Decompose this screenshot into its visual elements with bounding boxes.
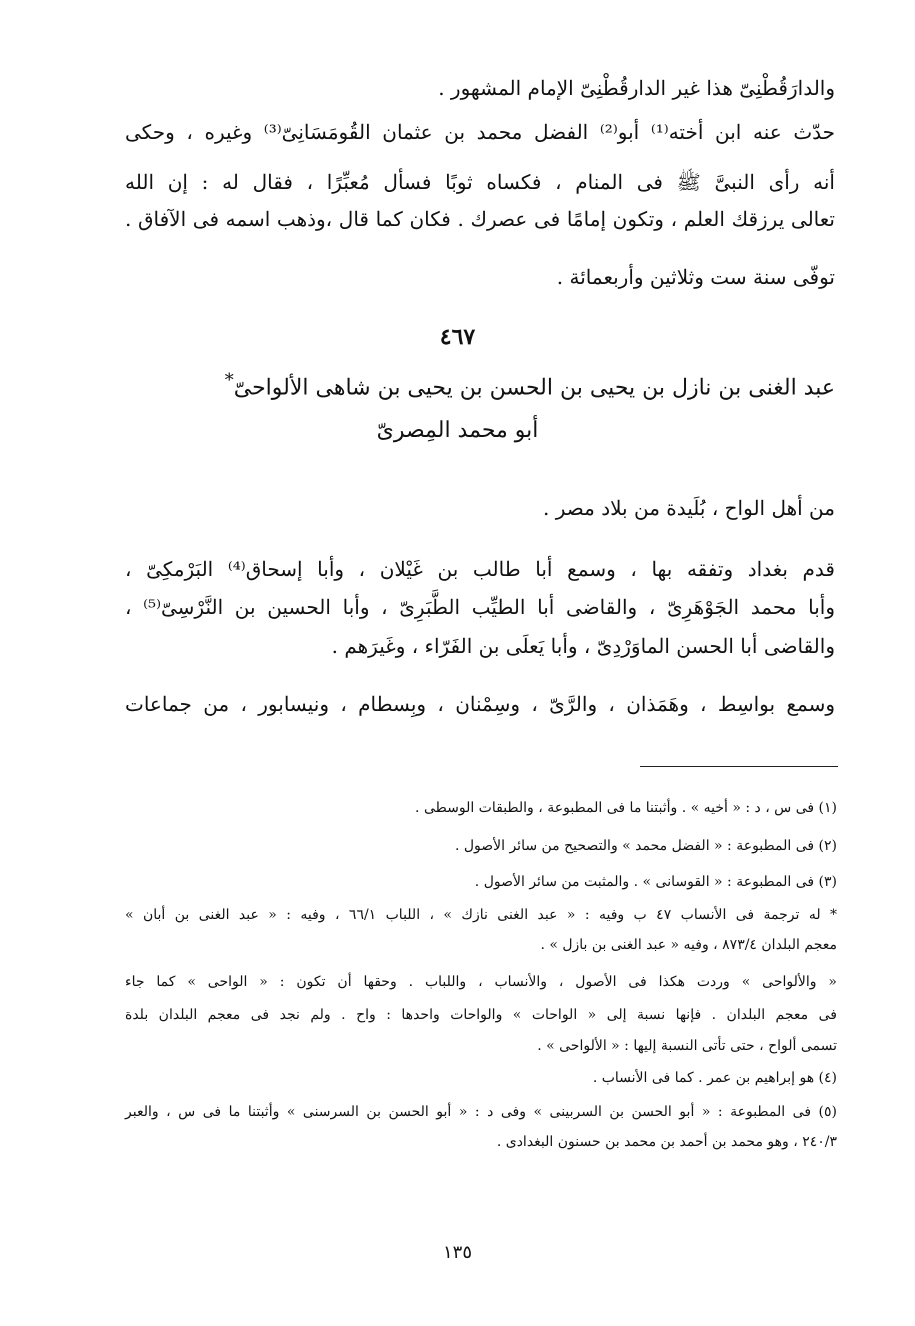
footnote: معجم البلدان ٨٧٣/٤ ، وفيه « عبد الغنى بن بازل » . [540,937,837,953]
page-number: ١٣٥ [442,1242,472,1263]
entry-line: من أهل الواح ، بُلَيدة من بلاد مصر . [543,496,835,520]
footnote: * له ترجمة فى الأنساب ٤٧ ب وفيه : « عبد الغنى نازك » ، اللباب ٦٦/١ ، وفيه : « عبد الغنى بن أبان » [125,907,838,923]
footnote: تسمى ألواح ، حتى تأتى النسبة إليها : « الألواحى » . [537,1038,837,1054]
entry-line: قدم بغداد وتفقه بها ، وسمع أبا طالب بن غَيْلان ، وأبا إسحاق⁽⁴⁾ البَرْمكِىّ ، [125,557,835,581]
footnote: فى معجم البلدان . فإنها نسبة إلى « الواحات » والواحات واحدها : واح . ولم نجد فى معجم البلدان بلدة [125,1007,837,1023]
footnote: (٥) فى المطبوعة : « أبو الحسن بن السربينى » وفى د : « أبو الحسن بن السرسنى » وأثبتنا ما فى س ، والعبر [125,1104,837,1120]
entry-kunya: أبو محمد المِصرىّ [376,418,539,443]
body-line: والدارَقُطْنِىّ هذا غير الدارقُطْنِىّ الإمام المشهور . [438,76,835,100]
footnote-separator [640,766,838,767]
body-line: تعالى يرزقك العلم ، وتكون إمامًا فى عصرك . فكان كما قال ،وذهب اسمه فى الآفاق . [125,207,835,231]
entry-name: عبد الغنى بن نازل بن يحيى بن الحسن بن يحيى بن شاهى الألواحىّ [233,375,835,401]
footnote: ٢٤٠/٣ ، وهو محمد بن أحمد بن محمد بن حسنون البغدادى . [496,1134,837,1150]
entry-line: والقاضى أبا الحسن الماوَرْدِىّ ، وأبا يَعلَى بن الفَرّاء ، وغَيرَهم . [331,634,835,658]
body-line: توفّى سنة ست وثلاثين وأربعمائة . [556,265,835,289]
footnote: (٤) هو إبراهيم بن عمر . كما فى الأنساب . [592,1070,837,1086]
entry-number: ٤٦٧ [439,324,476,350]
entry-line: وأبا محمد الجَوْهَرِىّ ، والقاضى أبا الطيِّب الطَّبَرِىّ ، وأبا الحسين بن النَّرْسِىّ⁽⁵⁾ ، [125,595,835,619]
footnote: (٣) فى المطبوعة : « القوسانى » . والمثبت من سائر الأصول . [474,874,837,890]
footnote: « والألواحى » وردت هكذا فى الأصول ، والأنساب ، واللباب . وحقها أن تكون : « الواحى » كما جاء [125,974,837,990]
footnote: (١) فى س ، د : « أخيه » . وأثبتنا ما فى المطبوعة ، والطبقات الوسطى . [415,800,837,816]
footnote: (٢) فى المطبوعة : « الفضل محمد » والتصحيح من سائر الأصول . [454,838,837,854]
body-line: أنه رأى النبىَّ ﷺ فى المنام ، فكساه ثوبًا فسأل مُعبِّرًا ، فقال له : إن الله [125,170,835,194]
entry-line: وسمع بواسِط ، وهَمَذان ، والرَّىّ ، وسِمْنان ، وبِسطام ، ونيسابور ، من جماعات [125,692,835,716]
body-line: حدّث عنه ابن أخته⁽¹⁾ أبو⁽²⁾ الفضل محمد بن عثمان القُومَسَانِىّ⁽³⁾ وغيره ، وحكى [125,120,836,144]
entry-name-heading [225,370,835,400]
entry-name-mark: * [224,370,234,391]
